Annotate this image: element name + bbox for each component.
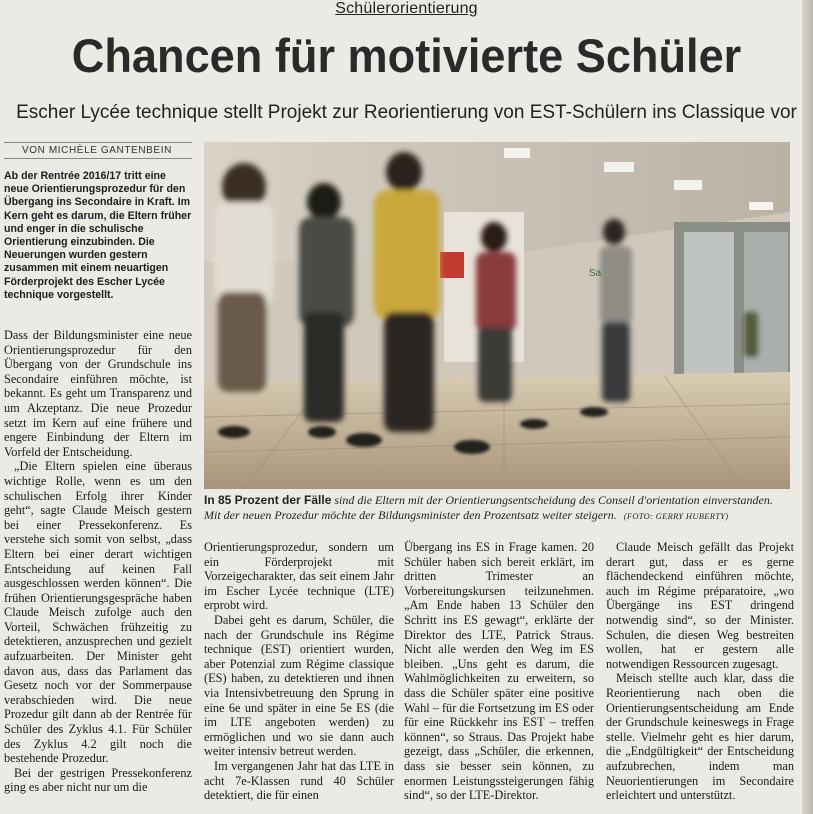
page-edge bbox=[802, 0, 813, 814]
byline: VON MICHÈLE GANTENBEIN bbox=[4, 142, 192, 159]
headline: Chancen für motivierte Schüler bbox=[71, 29, 742, 82]
photo-sign: Sa bbox=[589, 268, 602, 279]
paragraph: Dass der Bildungsminister eine neue Orientierungsprozedur für den Übergang von der Grundschule ins Secondaire einführen möchte, ist bekannt. Es geht um Transparenz und um Akzeptanz. Die neue Prozedur setzt im Kern auf eine frühere und engere Einbindung der Eltern im Vorfeld der Entscheidung. bbox=[4, 328, 192, 459]
article-photo bbox=[204, 142, 790, 489]
kicker: Schülerorientierung bbox=[335, 0, 478, 17]
paragraph: Im vergangenen Jahr hat das LTE in acht 7e-Klassen rund 40 Schüler detektiert, die für einen bbox=[204, 758, 394, 803]
paragraph: Claude Meisch gefällt das Projekt derart gut, dass er es gerne flächendeckend einführen möchte, auch im Régime préparatoire, „wo Übergänge ins EST dringend notwendig sind“, so der Minister. Schulen, die diesen Weg bestreiten wollen, hat er gestern alle notwendigen Ressourcen zugesagt. bbox=[606, 540, 794, 671]
paragraph: Meisch stellte auch klar, dass die Reorientierung nach oben die Orientierungsentscheidung am Ende der Grundschule keineswegs in Frage stelle. Vielmehr geht es hier darum, die „Endgültigkeit“ der Entscheidung aufzubrechen, indem man Neuorientierungen im Secondaire erleichtert und unterstützt. bbox=[606, 671, 794, 803]
column-1 bbox=[4, 328, 192, 795]
subheadline: Escher Lycée technique stellt Projekt zur Reorientierung von EST-Schülern ins Classique vor bbox=[16, 102, 797, 123]
lead-paragraph: Ab der Rentrée 2016/17 tritt eine neue Orientierungsprozedur für den Übergang ins Secondaire in Kraft. Im Kern geht es darum, die Eltern früher und enger in die schulische Orientierung einzubinden. Die Neuerungen wurden gestern zusammen mit einem neuartigen Förderprojekt des Escher Lycée technique vorgestellt. bbox=[4, 170, 192, 301]
photo-caption bbox=[204, 493, 792, 523]
caption-text: sind die Eltern mit der Orientierungsentscheidung des Conseil d'orientation einverstanden. Mit der neuen Prozedur möchte der Bildungsminister den Prozentsatz weiter steigern. bbox=[204, 493, 773, 522]
paragraph: Bei der gestrigen Pressekonferenz ging es aber nicht nur um die bbox=[4, 765, 192, 795]
paragraph: „Die Eltern spielen eine überaus wichtige Rolle, wenn es um den schulischen Erfolg ihrer Kinder geht“, sagte Claude Meisch gestern bei einer Pressekonferenz. Es verstehe sich somit von selbst, „dass Eltern bei einer derart wichtigen Entscheidung auf keinen Fall ausgeschlossen werden können“. Die frühen Orientierungsgespräche haben Claude Meisch zufolge auch den Vorteil, Schwächen frühzeitig zu detektieren, anzusprechen und gezielt aufzuarbeiten. Der Minister geht davon aus, dass das Parlament das Gesetz noch vor der Sommerpause verabschieden wird. Die neue Prozedur gilt dann ab der Rentrée für Schüler des Zyklus 4.1. Für Schüler des Zyklus 4.2 gilt noch die bestehende Prozedur. bbox=[4, 459, 192, 766]
caption-bold: In 85 Prozent der Fälle bbox=[204, 493, 332, 507]
paragraph: Orientierungsprozedur, sondern um ein Förderprojekt mit Vorzeigecharakter, das seit einem Jahr im Escher Lycée technique (LTE) erprobt wird. bbox=[204, 540, 394, 613]
column-2 bbox=[204, 540, 394, 803]
column-3 bbox=[404, 540, 594, 803]
photo-credit: (FOTO: GERRY HUBERTY) bbox=[623, 510, 729, 521]
school-corridor-photo bbox=[204, 142, 790, 489]
column-4 bbox=[606, 540, 794, 803]
paragraph: Übergang ins ES in Frage kamen. 20 Schüler haben sich bereit erklärt, im dritten Trimester an Vorbereitungskursen teilzunehmen. „Am Ende haben 13 Schüler den Schritt ins ES gewagt“, erklärte der Direktor des LTE, Patrick Straus. Nicht alle werden den Weg im ES bleiben. „Uns geht es darum, die Wahlmöglichkeiten zu erweitern, so dass die Schüler später eine positive Wahl – für die Fortsetzung im ES oder für eine Rückkehr ins EST – treffen können“, so Straus. Das Projekt habe gezeigt, dass „Schüler, die erkennen, dass sie besser sein können, zu enormen Leistungssteigerungen fähig sind“, so der LTE-Direktor. bbox=[404, 540, 594, 803]
paragraph: Dabei geht es darum, Schüler, die nach der Grundschule ins Régime technique (EST) orientiert wurden, aber Potenzial zum Régime classique (ES) haben, zu detektieren und ihnen via Intensivbetreuung den Sprung in eine 6e und später in eine 5e ES (die im LTE angeboten werden) zu ermöglichen und wo sie dann auch weiter intensiv betreut werden. bbox=[204, 612, 394, 759]
